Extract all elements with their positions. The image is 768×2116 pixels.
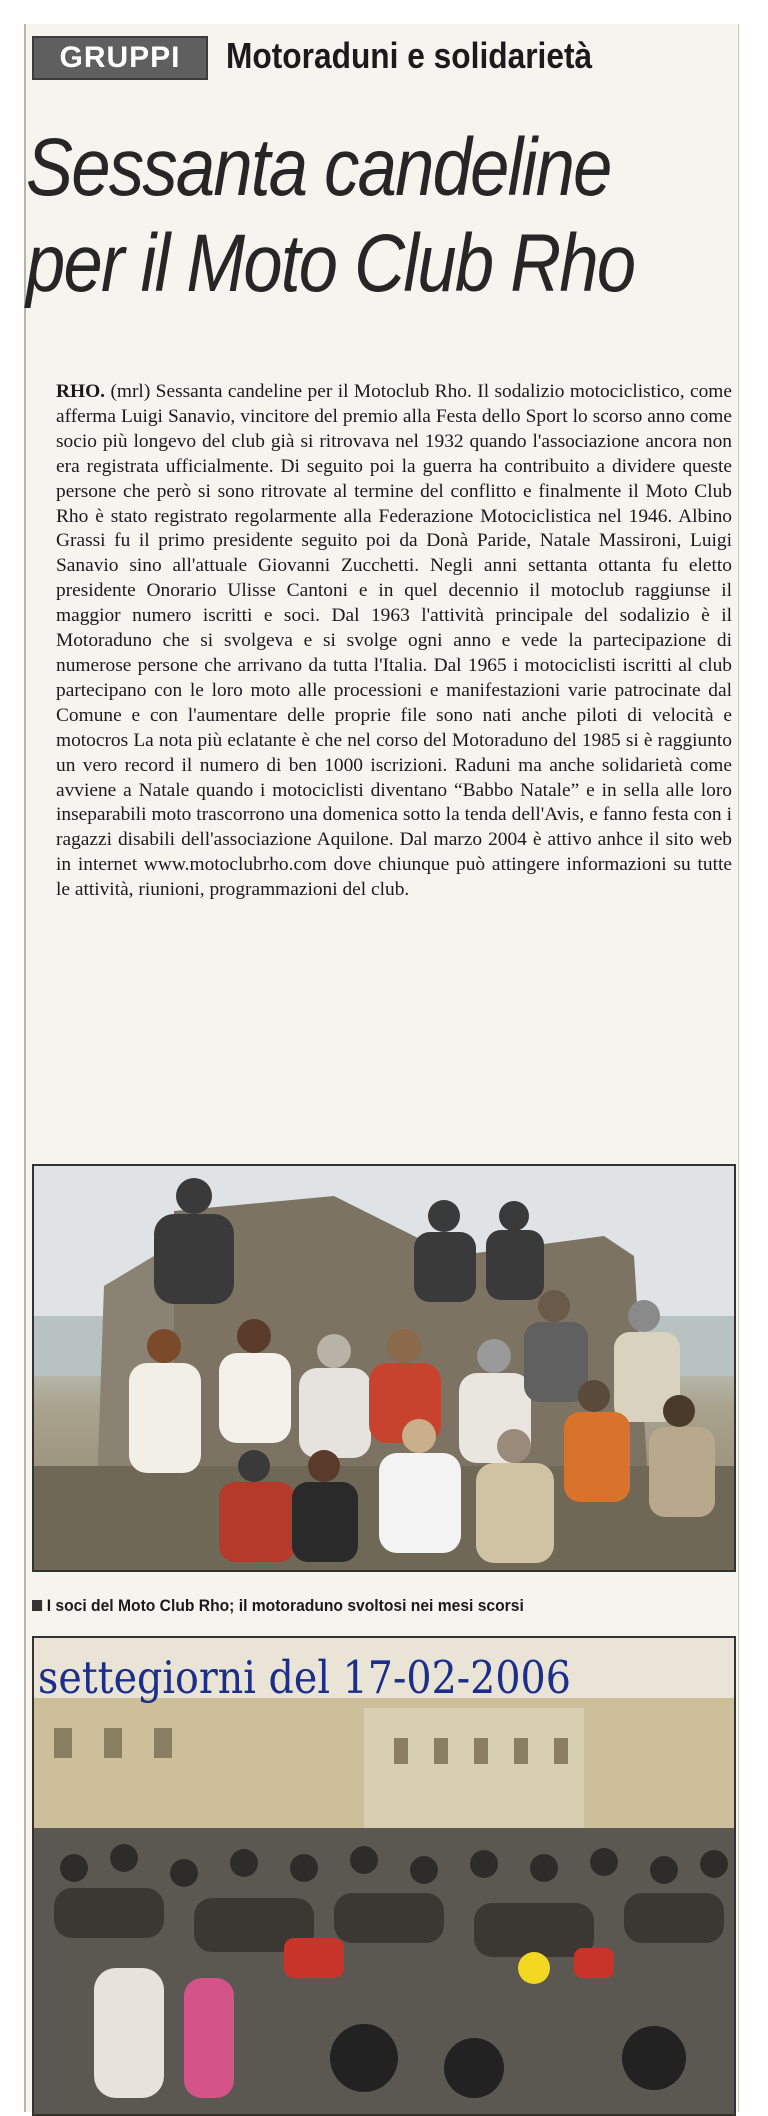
headline-line-2: per il Moto Club Rho [26,218,635,309]
rally-photo [32,1636,736,2116]
group-photo-illustration [34,1166,734,1570]
kicker-title: Motoraduni e solidarietà [226,35,593,76]
article-body [56,380,732,903]
article-dateline: RHO. [56,381,106,402]
photo-caption [32,1594,676,1618]
caption-text: I soci del Moto Club Rho; il motoraduno svoltosi nei mesi scorsi [46,1596,524,1615]
header-row [32,32,732,84]
headline [26,120,633,312]
handwritten-source-stamp: settegiorni del 17-02-2006 [38,1651,571,1704]
group-photo [32,1164,736,1572]
caption-square-icon [32,1600,42,1611]
newspaper-clipping [24,24,739,2112]
section-tag: GRUPPI [32,36,208,80]
article-text: (mrl) Sessanta candeline per il Motoclub Rho. Il sodalizio motociclistico, come afferma Luigi Sanavio, vincitore del premio alla Festa dello Sport lo scorso anno come socio più longevo del club già si ritrovava nel 1932 quando l'associazione ancora non era registrata ufficialmente. Di seguito poi la guerra ha contribuito a dividere queste persone che però si sono ritrovate al termine del conflitto e finalmente il Moto Club Rho è stato registrato regolarmente alla Federazione Motociclistica nel 1946. Albino Grassi fu il primo presidente seguito poi da Donà Paride, Natale Massironi, Luigi Sanavio sino all'attuale Giovanni Zucchetti. Negli anni settanta ottanta fu eletto presidente Onorario Ulisse Cantoni e in quel decennio il motoclub raggiunse il maggior numero iscritti e soci. Dal 1963 l'attività principale del sodalizio è il Motoraduno che si svolgeva e si svolge ogni anno e vede la partecipazione di numerose persone che arrivano da tutta l'Italia. Dal 1965 i motociclisti iscritti al club partecipano con le loro moto alle processioni e manifestazioni varie patrocinate dal Comune e con l'aumentare delle proprie file sono nati anche piloti di velocità e motocros La nota più eclatante è che nel corso del Motoraduno del 1985 si è raggiunto un vero record il numero di ben 1000 iscrizioni. Raduni ma anche solidarietà come avviene a Natale quando i motociclisti diventano “Babbo Natale” e in sella alle loro inseparabili moto trascorrono una domenica sotto la tenda dell'Avis, e fanno festa con i ragazzi disabili dell'associazione Aquilone. Dal marzo 2004 è attivo anhce il sito web in internet www.motoclubrho.com dove chiunque può attingere informazioni su tutte le attività, riunioni, programmazioni del club. [56,381,732,901]
headline-line-1: Sessanta candeline [26,122,611,213]
rally-photo-illustration [34,1638,734,2114]
